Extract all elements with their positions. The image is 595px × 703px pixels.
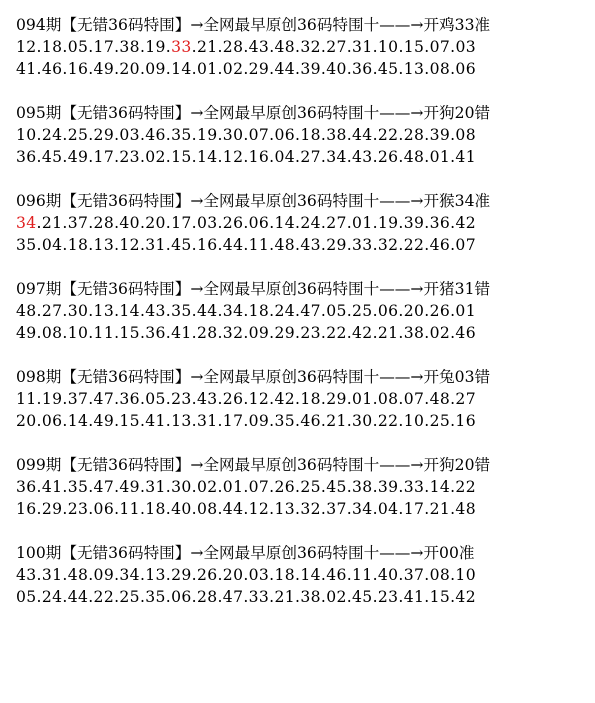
number-sequence: 12.18.05.17.38.19.: [16, 38, 172, 56]
number-row: [16, 146, 591, 168]
issue-header: 094期【无错36码特围】→全网最早原创36码特围十——→开鸡33准: [16, 16, 491, 34]
number-row: [16, 586, 591, 608]
issue-entry: [16, 542, 591, 608]
issue-header: 097期【无错36码特围】→全网最早原创36码特围十——→开猪31错: [16, 280, 491, 298]
issue-header: 095期【无错36码特围】→全网最早原创36码特围十——→开狗20错: [16, 104, 491, 122]
number-sequence: 43.31.48.09.34.13.29.26.20.03.18.14.46.11.40.37.08.10: [16, 566, 476, 584]
prediction-document: [16, 14, 591, 630]
issue-entry: [16, 102, 591, 168]
number-row: [16, 498, 591, 520]
number-sequence: 16.29.23.06.11.18.40.08.44.12.13.32.37.34.04.17.21.48: [16, 500, 476, 518]
issue-entry: [16, 190, 591, 256]
number-row: [16, 300, 591, 322]
number-sequence: 36.45.49.17.23.02.15.14.12.16.04.27.34.43.26.48.01.41: [16, 148, 476, 166]
number-row: [16, 322, 591, 344]
issue-entry: [16, 454, 591, 520]
winning-number: 33: [171, 38, 192, 56]
issue-entry: [16, 366, 591, 432]
number-row: [16, 388, 591, 410]
number-row: [16, 564, 591, 586]
issue-header: 100期【无错36码特围】→全网最早原创36码特围十——→开00准: [16, 544, 475, 562]
number-row: [16, 58, 591, 80]
number-row: [16, 124, 591, 146]
number-sequence: 41.46.16.49.20.09.14.01.02.29.44.39.40.36.45.13.08.06: [16, 60, 476, 78]
number-sequence: 10.24.25.29.03.46.35.19.30.07.06.18.38.44.22.28.39.08: [16, 126, 476, 144]
number-sequence: 49.08.10.11.15.36.41.28.32.09.29.23.22.42.21.38.02.46: [16, 324, 476, 342]
number-row: [16, 476, 591, 498]
issue-header: 096期【无错36码特围】→全网最早原创36码特围十——→开猴34准: [16, 192, 491, 210]
number-sequence: .21.37.28.40.20.17.03.26.06.14.24.27.01.19.39.36.42: [36, 214, 476, 232]
number-row: [16, 212, 591, 234]
number-sequence: 11.19.37.47.36.05.23.43.26.12.42.18.29.01.08.07.48.27: [16, 390, 476, 408]
issue-entry: [16, 14, 591, 80]
number-sequence: 36.41.35.47.49.31.30.02.01.07.26.25.45.38.39.33.14.22: [16, 478, 476, 496]
issue-entry: [16, 278, 591, 344]
number-sequence: 35.04.18.13.12.31.45.16.44.11.48.43.29.33.32.22.46.07: [16, 236, 476, 254]
issue-header: 099期【无错36码特围】→全网最早原创36码特围十——→开狗20错: [16, 456, 491, 474]
number-sequence: .21.28.43.48.32.27.31.10.15.07.03: [191, 38, 476, 56]
number-row: [16, 36, 591, 58]
issue-header: 098期【无错36码特围】→全网最早原创36码特围十——→开兔03错: [16, 368, 491, 386]
number-sequence: 20.06.14.49.15.41.13.31.17.09.35.46.21.30.22.10.25.16: [16, 412, 476, 430]
number-sequence: 48.27.30.13.14.43.35.44.34.18.24.47.05.25.06.20.26.01: [16, 302, 476, 320]
number-row: [16, 234, 591, 256]
number-sequence: 05.24.44.22.25.35.06.28.47.33.21.38.02.45.23.41.15.42: [16, 588, 476, 606]
winning-number: 34: [16, 214, 37, 232]
number-row: [16, 410, 591, 432]
